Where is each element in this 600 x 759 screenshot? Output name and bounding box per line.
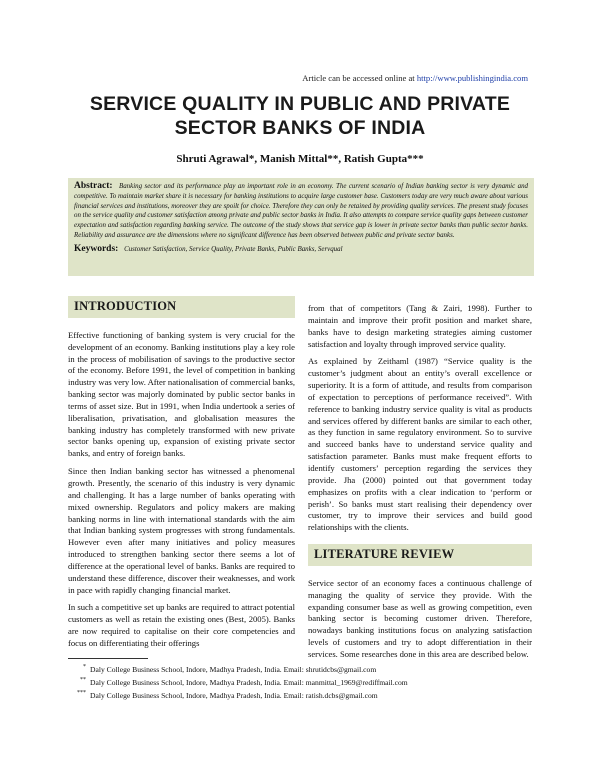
paper-title [40,92,560,140]
abstract-text: Banking sector and its performance play an important role in an economy. The current scenario of Indian banking sector is very dynamic and competitive. To maintain market share it is necessary for banking institutions to acquire large customer base. Customers today are very much aware about various financial services and institutions, moreover they are spoilt for choice. Therefore they can only be retained by providing quality services. The present study focuses on the service quality and customer satisfaction among private and public sector banks in India. It also attempts to compare service quality gaps between customer expectation and satisfaction regarding banking service. The outcome of the study shows that service gap is lower in private sector banks than public sector banks. Reliability and assurance are the dimensions where no significant difference has been observed between public and private sector banks. [74,182,529,239]
keywords-label: Keywords: [74,243,119,254]
footnote-text: Daly College Business School, Indore, Madhya Pradesh, India. Email: shrutidcbs@gmail.com [90,665,377,674]
footnote [68,689,538,702]
keywords-text: Customer Satisfaction, Service Quality, Private Banks, Public Banks, Servqual [124,244,343,253]
paragraph: In such a competitive set up banks are required to attract potential customers as well as retain the existing ones (Best, 2005). Banks are now required to capitalise on their core competencies and focus on differentiating their offerings [68,602,295,648]
footnote-text: Daly College Business School, Indore, Madhya Pradesh, India. Email: manmittal_1969@rediffmail.com [90,678,408,687]
abstract-box [68,178,534,276]
paragraph: Effective functioning of banking system is very crucial for the development of an economy. Banking institutions play a key role in the process of mobilisation of savings to the productive sector of the economy. Before 1991, the level of competition in banking industry was very low. After nationalisation of commercial banks, banking sector was majorly dominated by public sector banks in terms of asset size. But in 1991, when India undertook a series of liberalisation, privatisation, and globalisation measures the banking industry has completely transformed with new private sector banks opening up, expansion of existing private sector banks, and entry of foreign banks. [68,329,295,459]
section-heading-introduction: INTRODUCTION [68,296,295,318]
publisher-link[interactable]: http://www.publishingindia.com [416,73,528,83]
authors: Shruti Agrawal*, Manish Mittal**, Ratish Gupta*** [176,153,424,165]
paragraph: Service sector of an economy faces a continuous challenge of managing the quality of service they provide. With the expanding consumer base as well as growing competition, even banking sector is becoming customer driven. Therefore, nowadays banking institutions focus on analyzing satisfaction levels of customers and try to adopt differentiation in their services. Some researches done in this area are described below. [308,577,532,659]
access-line [302,73,528,83]
section-heading-literature-review: LITERATURE REVIEW [308,544,532,566]
footnote-mark: ** [80,677,86,683]
footnote [68,676,538,689]
paragraph: from that of competitors (Tang & Zairi, 1998). Further to maintain and improve their profit position and market share, banks have to design marketing strategies aiming customer satisfaction and loyalty through improved service quality. [308,303,532,349]
paragraph: Since then Indian banking sector has witnessed a phenomenal growth. Presently, the scenario of this industry is very dynamic and challenging. It has a large number of banks operating with mixed ownership. Regulators and policy makers are making banking norms in line with international standards with the aim that Indian banking system progresses with strong fundamentals. However even after many initiatives and policy measures introduced to strengthen banking sector there seems a lot of difference at the operational level of banks. Banks are required to understand these difference, discover their weaknesses, and work in pace with rapidly changing financial market. [68,466,295,595]
footnote [68,663,538,676]
left-column [68,296,295,656]
footnote-rule [68,658,148,659]
footnote-mark: *** [77,690,86,696]
footnotes [68,663,538,702]
keywords [74,244,528,254]
abstract-label: Abstract: [74,181,113,191]
abstract [74,182,528,241]
right-column [308,303,532,667]
footnote-mark: * [83,664,86,670]
footnote-text: Daly College Business School, Indore, Madhya Pradesh, India. Email: ratish.dcbs@gmail.com [90,691,378,700]
access-prefix: Article can be accessed online at [302,73,415,83]
paragraph: As explained by Zeithaml (1987) “Service quality is the customer’s judgment about an entity’s overall excellence or superiority. It is a form of attitude, and results from comparison of expectation to perceptions of performance received”. With reference to banking industry service quality is vital as products and services offered by different banks are similar to each other, as they function in same regulatory environment. So to survive and succeed banks have to understand service quality and satisfaction parameter. Banks must make frequent efforts to identify customers’ perception regarding the services they provide. Jha (2000) pointed out that government today emphasizes on profits with a clear indication to ‘perform or perish’. So banks must start realising their dependency over customer, try to improve their services and build good relationships with the clients. [308,356,532,533]
title-line-2: SECTOR BANKS OF INDIA [174,117,426,139]
title-line-1: SERVICE QUALITY IN PUBLIC AND PRIVATE [89,93,511,115]
